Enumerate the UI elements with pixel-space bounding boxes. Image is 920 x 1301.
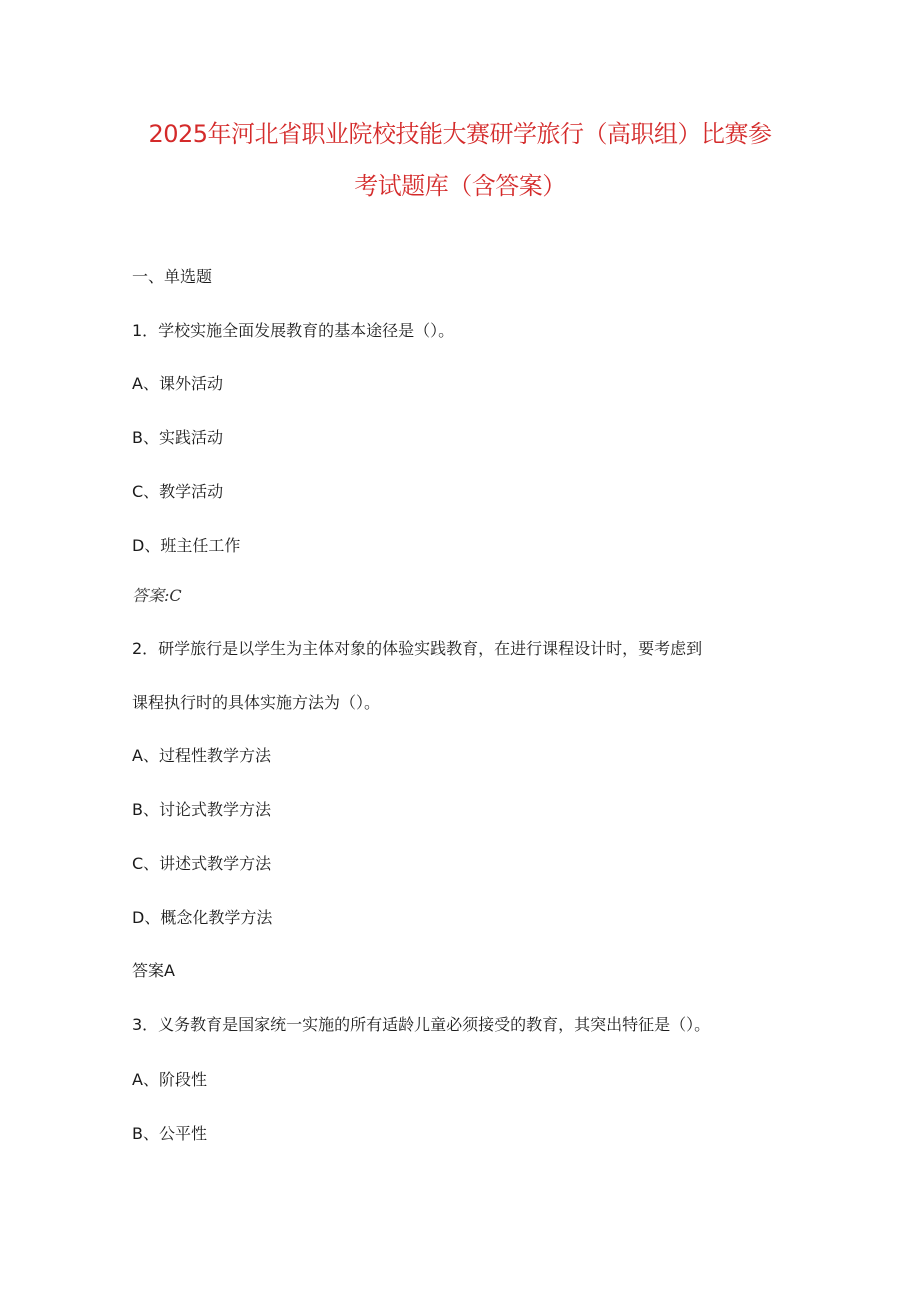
question-3-stem: 3．义务教育是国家统一实施的所有适龄儿童必须接受的教育，其突出特征是（）。 — [132, 1015, 711, 1034]
question-2-stem-line-1: 2．研学旅行是以学生为主体对象的体验实践教育，在进行课程设计时，要考虑到 — [132, 639, 703, 658]
question-2-answer: 答案A — [132, 961, 175, 980]
question-3-option-a: A、阶段性 — [132, 1070, 207, 1089]
question-1-option-c: C、教学活动 — [132, 482, 224, 501]
question-3-option-b: B、公平性 — [132, 1124, 207, 1143]
question-2-option-a: A、过程性教学方法 — [132, 746, 271, 765]
question-1-option-d: D、班主任工作 — [132, 536, 241, 555]
question-2-option-d: D、概念化教学方法 — [132, 908, 273, 927]
question-2-option-c: C、讲述式教学方法 — [132, 854, 272, 873]
section-heading: 一、单选题 — [132, 267, 213, 286]
question-2-stem-line-2: 课程执行时的具体实施方法为（）。 — [132, 693, 381, 712]
question-2-option-b: B、讨论式教学方法 — [132, 800, 271, 819]
document-title-line-1: 2025年河北省职业院校技能大赛研学旅行（高职组）比赛参 — [148, 120, 772, 148]
question-1-option-b: B、实践活动 — [132, 428, 223, 447]
question-1-stem: 1．学校实施全面发展教育的基本途径是（）。 — [132, 321, 455, 340]
document-title-line-2: 考试题库（含答案） — [354, 172, 566, 200]
question-1-option-a: A、课外活动 — [132, 374, 223, 393]
question-1-answer: 答案:C — [132, 586, 182, 605]
